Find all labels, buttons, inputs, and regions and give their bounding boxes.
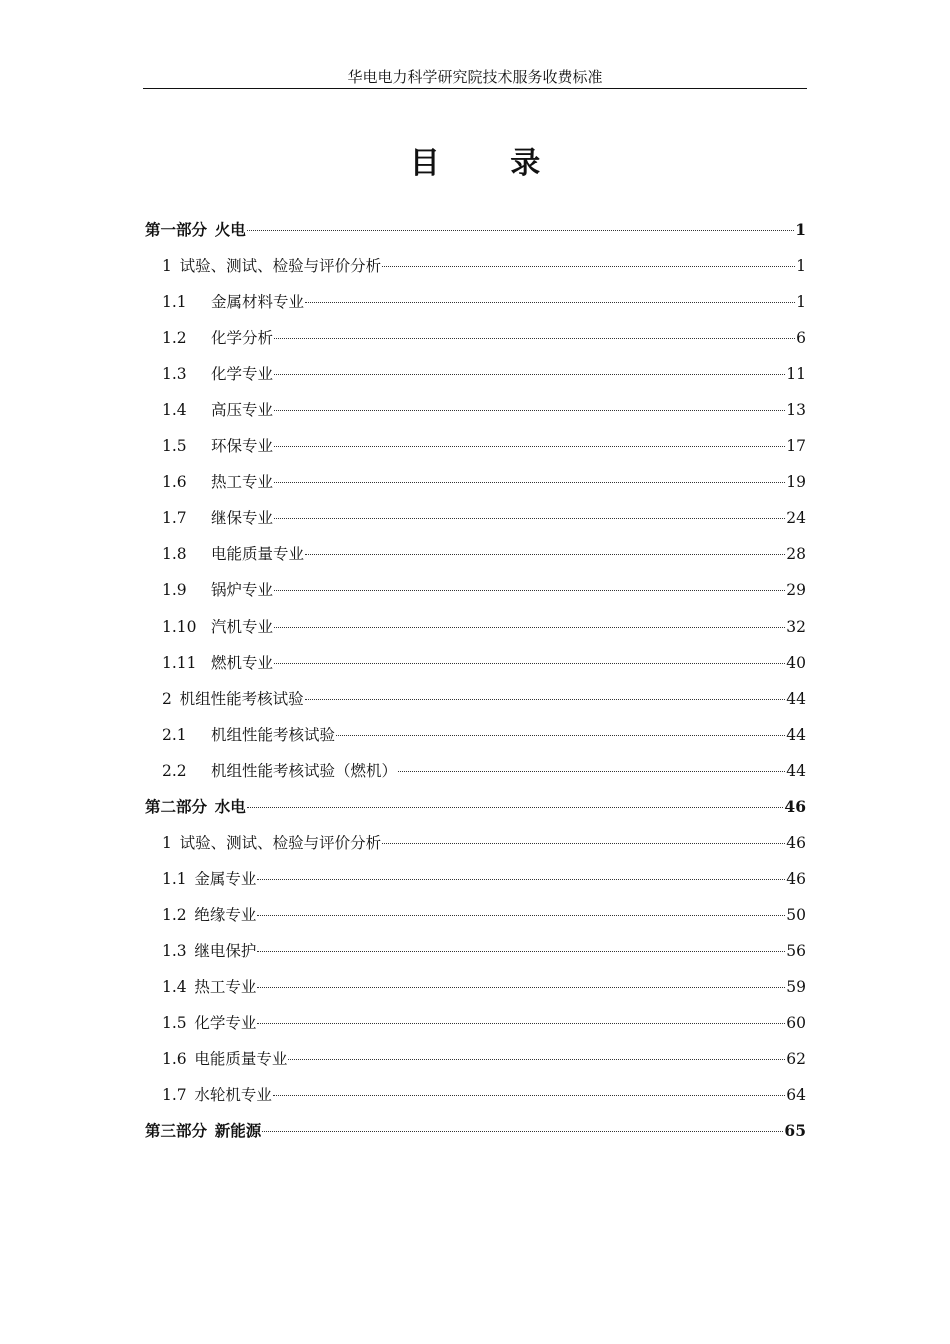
toc-dot-leader xyxy=(257,935,785,952)
toc-page-number: 40 xyxy=(786,653,806,672)
toc-entry-label: 试验、测试、检验与评价分析 xyxy=(179,257,382,276)
toc-entry-number: 1.5 xyxy=(162,1014,187,1033)
toc-entry-number: 1.1 xyxy=(162,293,187,312)
toc-dot-leader xyxy=(274,611,785,628)
toc-page-number: 1 xyxy=(796,293,806,312)
toc-entry[interactable] xyxy=(145,789,806,825)
toc-dot-leader xyxy=(336,719,785,736)
toc-entry-number: 第二部分 xyxy=(145,796,208,816)
toc-entry[interactable] xyxy=(145,212,806,248)
toc-entry-label: 电能质量专业 xyxy=(211,545,305,564)
toc-entry-number: 2.1 xyxy=(162,725,187,744)
toc-entry-label: 机组性能考核试验 xyxy=(211,725,336,744)
toc-dot-leader xyxy=(247,215,794,232)
toc-page-number: 1 xyxy=(796,257,806,276)
toc-dot-leader xyxy=(274,647,785,664)
toc-page-number: 1 xyxy=(795,220,806,239)
running-header: 华电电力科学研究院技术服务收费标准 xyxy=(143,66,807,89)
toc-dot-leader xyxy=(305,539,785,556)
toc-entry[interactable] xyxy=(145,1113,806,1149)
toc-page-number: 65 xyxy=(784,1121,806,1141)
toc-entry-label: 热工专业 xyxy=(194,977,257,996)
toc-entry-label: 机组性能考核试验 xyxy=(179,689,304,708)
toc-entry-label: 继保专业 xyxy=(211,509,274,528)
toc-entry-label: 高压专业 xyxy=(211,401,274,420)
toc-entry-number: 2 xyxy=(162,689,172,708)
toc-entry[interactable] xyxy=(145,933,806,969)
toc-entry-number: 1.5 xyxy=(162,437,187,456)
toc-page-number: 19 xyxy=(786,473,806,492)
toc-entry-label: 试验、测试、检验与评价分析 xyxy=(179,833,382,852)
toc-dot-leader xyxy=(288,1044,785,1061)
toc-page-number: 59 xyxy=(786,977,806,996)
toc-entry[interactable] xyxy=(145,897,806,933)
toc-entry[interactable] xyxy=(145,536,806,572)
toc-entry-label: 金属专业 xyxy=(194,869,257,888)
toc-page-number: 11 xyxy=(786,365,806,384)
toc-entry-number: 1.11 xyxy=(162,653,197,672)
toc-page-number: 44 xyxy=(786,761,806,780)
toc-entry-number: 1 xyxy=(162,257,172,276)
toc-entry[interactable] xyxy=(145,356,806,392)
toc-dot-leader xyxy=(257,863,785,880)
toc-entry-number: 1.2 xyxy=(162,905,187,924)
toc-entry-label: 绝缘专业 xyxy=(194,905,257,924)
toc-dot-leader xyxy=(262,1116,783,1133)
toc-page-number: 60 xyxy=(786,1014,806,1033)
toc-page-number: 46 xyxy=(786,869,806,888)
toc-entry-number: 1.10 xyxy=(162,617,197,636)
toc-dot-leader xyxy=(257,971,785,988)
toc-entry-number: 1.6 xyxy=(162,1050,187,1069)
toc-entry-label: 继电保护 xyxy=(194,941,257,960)
toc-entry-number: 第一部分 xyxy=(145,220,208,239)
toc-entry[interactable] xyxy=(145,428,806,464)
toc-dot-leader xyxy=(274,395,785,412)
toc-entry-label: 环保专业 xyxy=(211,437,274,456)
toc-entry-label: 水电 xyxy=(214,796,246,816)
toc-page-number: 44 xyxy=(786,689,806,708)
toc-entry-label: 金属材料专业 xyxy=(211,293,305,312)
toc-page-number: 56 xyxy=(786,941,806,960)
toc-dot-leader xyxy=(274,431,785,448)
toc-entry[interactable] xyxy=(145,1077,806,1113)
toc-title: 目 录 xyxy=(409,146,571,181)
toc-entry[interactable] xyxy=(145,248,806,284)
toc-dot-leader xyxy=(274,467,785,484)
toc-entry-number: 2.2 xyxy=(162,761,187,780)
toc-entry-label: 新能源 xyxy=(214,1121,262,1141)
toc-entry-label: 热工专业 xyxy=(211,473,274,492)
toc-entry-number: 1.3 xyxy=(162,365,187,384)
toc-entry-label: 锅炉专业 xyxy=(211,581,274,600)
toc-page-number: 62 xyxy=(786,1050,806,1069)
toc-page-number: 50 xyxy=(786,905,806,924)
toc-entry[interactable] xyxy=(145,1005,806,1041)
toc-page-number: 6 xyxy=(796,329,806,348)
toc-dot-leader xyxy=(257,1008,785,1025)
toc-entry-label: 火电 xyxy=(214,220,246,239)
toc-entry[interactable] xyxy=(145,609,806,645)
toc-entry-label: 燃机专业 xyxy=(211,653,274,672)
toc-entry[interactable] xyxy=(145,861,806,897)
toc-entry-label: 化学专业 xyxy=(211,365,274,384)
toc-entry[interactable] xyxy=(145,500,806,536)
toc-entry-label: 电能质量专业 xyxy=(194,1050,288,1069)
toc-entry-number: 1.7 xyxy=(162,509,187,528)
toc-dot-leader xyxy=(305,683,786,700)
toc-dot-leader xyxy=(274,575,785,592)
toc-entry-number: 1.6 xyxy=(162,473,187,492)
toc-entry[interactable] xyxy=(145,969,806,1005)
toc-entry-number: 1.4 xyxy=(162,977,187,996)
toc-dot-leader xyxy=(382,827,785,844)
toc-entry-number: 1 xyxy=(162,833,172,852)
toc-dot-leader xyxy=(247,791,784,808)
toc-entry[interactable] xyxy=(145,645,806,681)
toc-page-number: 44 xyxy=(786,725,806,744)
toc-page-number: 17 xyxy=(786,437,806,456)
toc-entry[interactable] xyxy=(145,753,806,789)
toc-dot-leader xyxy=(305,287,795,304)
toc-entry-number: 1.9 xyxy=(162,581,187,600)
toc-page-number: 29 xyxy=(786,581,806,600)
toc-entry-label: 机组性能考核试验（燃机） xyxy=(211,761,398,780)
toc-page-number: 46 xyxy=(784,796,806,816)
toc-dot-leader xyxy=(398,755,785,772)
toc-entry-number: 1.1 xyxy=(162,869,187,888)
toc-dot-leader xyxy=(274,323,795,340)
toc-dot-leader xyxy=(273,1080,785,1097)
toc-dot-leader xyxy=(257,899,785,916)
table-of-contents xyxy=(145,212,806,1149)
toc-entry-label: 水轮机专业 xyxy=(194,1086,272,1105)
toc-entry-label: 化学专业 xyxy=(194,1014,257,1033)
toc-entry[interactable] xyxy=(145,717,806,753)
toc-entry-number: 1.4 xyxy=(162,401,187,420)
toc-dot-leader xyxy=(274,503,785,520)
toc-page-number: 28 xyxy=(786,545,806,564)
toc-entry-number: 第三部分 xyxy=(145,1121,208,1141)
toc-page-number: 46 xyxy=(786,833,806,852)
toc-entry-number: 1.8 xyxy=(162,545,187,564)
toc-page-number: 13 xyxy=(786,401,806,420)
toc-entry[interactable] xyxy=(145,1041,806,1077)
toc-entry[interactable] xyxy=(145,320,806,356)
toc-entry[interactable] xyxy=(145,681,806,717)
toc-page-number: 32 xyxy=(786,617,806,636)
toc-entry-number: 1.7 xyxy=(162,1086,187,1105)
toc-entry[interactable] xyxy=(145,572,806,608)
toc-entry-number: 1.2 xyxy=(162,329,187,348)
toc-entry-label: 化学分析 xyxy=(211,329,274,348)
toc-entry[interactable] xyxy=(145,392,806,428)
toc-dot-leader xyxy=(382,251,795,268)
toc-page-number: 64 xyxy=(786,1086,806,1105)
toc-entry-label: 汽机专业 xyxy=(211,617,274,636)
toc-entry-number: 1.3 xyxy=(162,941,187,960)
toc-page-number: 24 xyxy=(786,509,806,528)
toc-entry[interactable] xyxy=(145,284,806,320)
toc-entry[interactable] xyxy=(145,464,806,500)
toc-entry[interactable] xyxy=(145,825,806,861)
toc-dot-leader xyxy=(274,359,785,376)
